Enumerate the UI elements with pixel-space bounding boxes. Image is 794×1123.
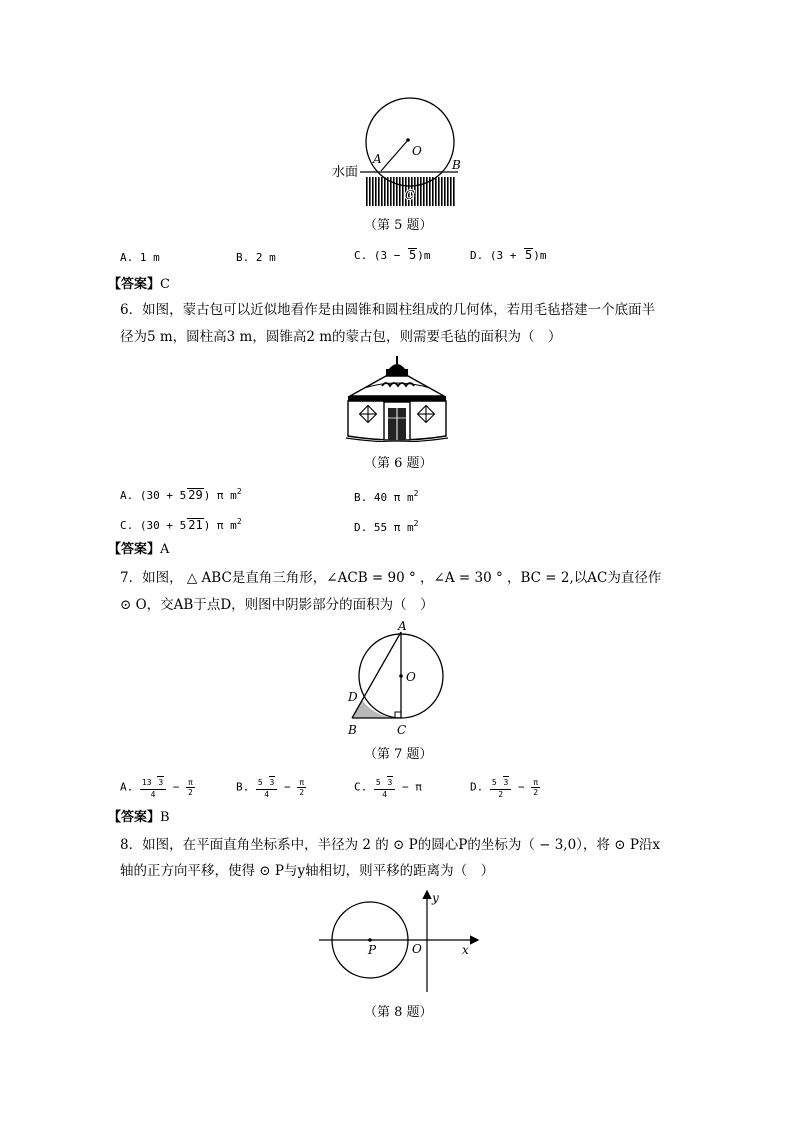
q6-option-b[interactable]: B. 40 π $m^2$ xyxy=(354,489,419,504)
q7-answer: 【答案】B xyxy=(108,810,170,825)
q7-figure xyxy=(342,620,452,740)
q6-caption: （第 6 题） xyxy=(364,456,433,471)
center-O xyxy=(406,138,410,142)
fraction: $\frac{\pi}{2}$ xyxy=(533,778,539,797)
circle xyxy=(366,98,454,186)
q7-stem-line2: ⊙ O，交AB于点D，则图中阴影部分的面积为（ ） xyxy=(120,597,434,613)
q7-caption: （第 7 题） xyxy=(364,747,433,762)
fraction: $\frac{\pi}{2}$ xyxy=(299,778,305,797)
q6-yurt-figure xyxy=(342,356,452,442)
fraction: $\frac{5 3}{4}$ xyxy=(374,776,395,799)
q5-caption: （第 5 题） xyxy=(364,218,433,233)
fraction: $\frac{5 3}{4}$ xyxy=(256,776,277,799)
q8-figure xyxy=(315,888,485,998)
fraction: $\frac{\pi}{2}$ xyxy=(188,778,193,797)
label-D: D xyxy=(348,690,358,704)
q6-stem-line1: 6．如图，蒙古包可以近似地看作是由圆锥和圆柱组成的几何体，若用毛毡搭建一个底面半 xyxy=(120,302,656,318)
label-B: B xyxy=(348,723,357,737)
sqrt-sign: 5 xyxy=(408,248,417,262)
q6-answer: 【答案】A xyxy=(108,542,170,557)
label-C: C xyxy=(405,188,415,202)
label-B: B xyxy=(452,158,461,172)
label-A: A xyxy=(398,620,407,633)
label-water: 水面 xyxy=(332,165,359,180)
q6-option-a[interactable]: A. (30 + 5 29) π $m^2$ xyxy=(120,487,242,502)
sqrt-sign: 29 xyxy=(188,488,203,502)
label-O: O xyxy=(406,670,416,684)
q7-stem-line1: 7．如图， △ ABC是直角三角形，∠ACB = 90 ° ，∠A = 30 ° ，BC = 2,以AC为直径作 xyxy=(120,570,662,586)
label-O: O xyxy=(412,144,422,158)
q7-option-c[interactable]: C. $\frac{5 3}{4}$ − π xyxy=(354,778,422,799)
fraction: $\frac{5 3}{2}$ xyxy=(490,776,511,799)
q6-stem-line2: 径为5 m，圆柱高3 m，圆锥高2 m的蒙古包，则需要毛毡的面积为（ ） xyxy=(120,329,562,345)
label-y: y xyxy=(432,891,439,905)
q5-answer: 【答案】C xyxy=(108,277,170,292)
center-O xyxy=(399,674,403,678)
q6-option-d[interactable]: D. 55 π $m^2$ xyxy=(354,519,419,534)
q7-option-a[interactable]: A. $\frac{13 3}{4}$ − $\frac{\pi}{2}$ xyxy=(120,778,193,799)
q8-stem-line1: 8．如图，在平面直角坐标系中，半径为 2 的 ⊙ P的圆心P的坐标为（ − 3,0），将 ⊙ P沿x xyxy=(120,837,661,853)
label-C: C xyxy=(397,723,407,737)
label-O: O xyxy=(412,942,422,956)
fraction: $\frac{13 3}{4}$ xyxy=(140,776,166,799)
q5-option-d[interactable]: D. (3 + 5)m xyxy=(470,248,547,262)
q5-option-a[interactable]: A. 1 m xyxy=(120,251,160,264)
q8-stem-line2: 轴的正方向平移，使得 ⊙ P与y轴相切，则平移的距离为（ ） xyxy=(120,863,495,879)
q5-figure xyxy=(330,92,465,212)
q7-option-b[interactable]: B. $\frac{5 3}{4}$ − $\frac{\pi}{2}$ xyxy=(236,778,305,799)
label-A: A xyxy=(373,152,382,166)
shaded-region xyxy=(352,700,401,718)
q7-option-d[interactable]: D. $\frac{5 3}{2}$ − $\frac{\pi}{2}$ xyxy=(470,778,539,799)
q5-option-c[interactable]: C. (3 − 5)m xyxy=(354,248,431,262)
label-x: x xyxy=(462,943,469,957)
q8-caption: （第 8 题） xyxy=(364,1005,433,1020)
sqrt-sign: 5 xyxy=(524,248,533,262)
center-P xyxy=(368,938,372,942)
label-P: P xyxy=(368,943,377,957)
sqrt-sign: 21 xyxy=(188,518,203,532)
q6-option-c[interactable]: C. (30 + 5 21) π $m^2$ xyxy=(120,517,242,532)
q5-option-b[interactable]: B. 2 m xyxy=(236,251,276,264)
